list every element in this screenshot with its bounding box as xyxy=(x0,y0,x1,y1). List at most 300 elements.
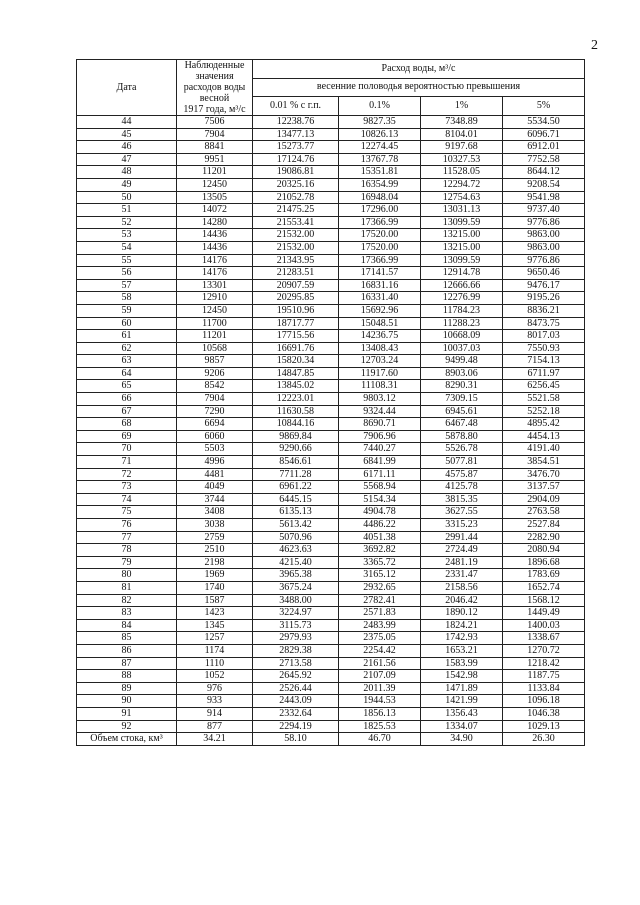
table-cell: 3692.82 xyxy=(339,544,421,557)
table-cell: 3165.12 xyxy=(339,569,421,582)
table-cell: 6060 xyxy=(177,430,253,443)
table-row xyxy=(77,443,585,456)
table-cell: 16831.16 xyxy=(339,279,421,292)
table-cell: 2254.42 xyxy=(339,644,421,657)
table-row xyxy=(77,657,585,670)
table-cell: 7309.15 xyxy=(421,393,503,406)
table-cell: 7506 xyxy=(177,116,253,129)
table-cell: 9290.66 xyxy=(253,443,339,456)
table-cell: 76 xyxy=(77,519,177,532)
table-cell: 5878.80 xyxy=(421,430,503,443)
table-row xyxy=(77,141,585,154)
table-cell: 4051.38 xyxy=(339,531,421,544)
table-cell: 2158.56 xyxy=(421,581,503,594)
table-row xyxy=(77,493,585,506)
table-cell: 11201 xyxy=(177,330,253,343)
table-cell: 4215.40 xyxy=(253,556,339,569)
table-cell: 877 xyxy=(177,720,253,733)
table-cell: 60 xyxy=(77,317,177,330)
table-cell: 1356.43 xyxy=(421,707,503,720)
table-cell: 51 xyxy=(77,204,177,217)
table-cell: 7752.58 xyxy=(503,153,585,166)
table-cell: 65 xyxy=(77,380,177,393)
table-cell: 12450 xyxy=(177,178,253,191)
table-cell: 1449.49 xyxy=(503,607,585,620)
table-cell: 10668.09 xyxy=(421,330,503,343)
table-cell: 5077.81 xyxy=(421,456,503,469)
table-cell: 2375.05 xyxy=(339,632,421,645)
header-p01: 0.1% xyxy=(339,97,421,116)
table-cell: 9206 xyxy=(177,367,253,380)
table-cell: 1652.74 xyxy=(503,581,585,594)
table-row xyxy=(77,116,585,129)
table-cell: 7348.89 xyxy=(421,116,503,129)
table-cell: 5070.96 xyxy=(253,531,339,544)
table-cell: 9863.00 xyxy=(503,241,585,254)
table-row xyxy=(77,292,585,305)
table-cell: 13408.43 xyxy=(339,342,421,355)
table-cell: 4895.42 xyxy=(503,418,585,431)
table-cell: 63 xyxy=(77,355,177,368)
table-cell: 1542.98 xyxy=(421,670,503,683)
table-cell: 87 xyxy=(77,657,177,670)
table-cell: 4623.63 xyxy=(253,544,339,557)
table-cell: 81 xyxy=(77,581,177,594)
table-cell: 8836.21 xyxy=(503,304,585,317)
table-row xyxy=(77,279,585,292)
table-cell: 17520.00 xyxy=(339,229,421,242)
table-cell: 12276.99 xyxy=(421,292,503,305)
table-cell: 9197.68 xyxy=(421,141,503,154)
table-cell: 5568.94 xyxy=(339,481,421,494)
header-p1: 1% xyxy=(421,97,503,116)
table-cell: 88 xyxy=(77,670,177,683)
table-cell: 3675.24 xyxy=(253,581,339,594)
header-observed-line: весной xyxy=(199,93,230,104)
table-cell: 1742.93 xyxy=(421,632,503,645)
table-cell: 2046.42 xyxy=(421,594,503,607)
total-cell: 34.90 xyxy=(421,733,503,746)
table-cell: 1110 xyxy=(177,657,253,670)
table-cell: 85 xyxy=(77,632,177,645)
table-cell: 56 xyxy=(77,267,177,280)
table-cell: 8473.75 xyxy=(503,317,585,330)
table-cell: 2443.09 xyxy=(253,695,339,708)
table-cell: 9324.44 xyxy=(339,405,421,418)
table-cell: 1423 xyxy=(177,607,253,620)
total-cell: 58.10 xyxy=(253,733,339,746)
table-cell: 1740 xyxy=(177,581,253,594)
table-cell: 1587 xyxy=(177,594,253,607)
table-cell: 15351.81 xyxy=(339,166,421,179)
table-cell: 11108.31 xyxy=(339,380,421,393)
table-cell: 14236.75 xyxy=(339,330,421,343)
table-cell: 2991.44 xyxy=(421,531,503,544)
table-cell: 2571.83 xyxy=(339,607,421,620)
table-cell: 4049 xyxy=(177,481,253,494)
table-cell: 12703.24 xyxy=(339,355,421,368)
table-cell: 11201 xyxy=(177,166,253,179)
table-cell: 1969 xyxy=(177,569,253,582)
table-cell: 8104.01 xyxy=(421,128,503,141)
table-row xyxy=(77,430,585,443)
table-row xyxy=(77,241,585,254)
table-cell: 1187.75 xyxy=(503,670,585,683)
table-cell: 14436 xyxy=(177,229,253,242)
table-cell: 14176 xyxy=(177,254,253,267)
table-row xyxy=(77,128,585,141)
table-cell: 3365.72 xyxy=(339,556,421,569)
table-cell: 13767.78 xyxy=(339,153,421,166)
table-cell: 12223.01 xyxy=(253,393,339,406)
table-cell: 933 xyxy=(177,695,253,708)
table-cell: 1944.53 xyxy=(339,695,421,708)
table-row xyxy=(77,695,585,708)
table-cell: 9857 xyxy=(177,355,253,368)
table-cell: 84 xyxy=(77,619,177,632)
table-cell: 21343.95 xyxy=(253,254,339,267)
table-row xyxy=(77,456,585,469)
table-row xyxy=(77,707,585,720)
table-cell: 1783.69 xyxy=(503,569,585,582)
table-row xyxy=(77,267,585,280)
table-cell: 3224.97 xyxy=(253,607,339,620)
table-cell: 6961.22 xyxy=(253,481,339,494)
table-row xyxy=(77,418,585,431)
table-cell: 80 xyxy=(77,569,177,582)
table-cell: 9208.54 xyxy=(503,178,585,191)
table-cell: 47 xyxy=(77,153,177,166)
table-cell: 2645.92 xyxy=(253,670,339,683)
table-row xyxy=(77,304,585,317)
table-cell: 49 xyxy=(77,178,177,191)
table-cell: 6096.71 xyxy=(503,128,585,141)
table-cell: 2527.84 xyxy=(503,519,585,532)
table-cell: 2161.56 xyxy=(339,657,421,670)
table-cell: 6694 xyxy=(177,418,253,431)
table-cell: 15048.51 xyxy=(339,317,421,330)
table-row xyxy=(77,191,585,204)
table-cell: 8841 xyxy=(177,141,253,154)
table-cell: 976 xyxy=(177,682,253,695)
table-cell: 1896.68 xyxy=(503,556,585,569)
table-cell: 1856.13 xyxy=(339,707,421,720)
table-cell: 67 xyxy=(77,405,177,418)
table-cell: 20907.59 xyxy=(253,279,339,292)
table-cell: 92 xyxy=(77,720,177,733)
table-cell: 57 xyxy=(77,279,177,292)
table-cell: 74 xyxy=(77,493,177,506)
table-cell: 4191.40 xyxy=(503,443,585,456)
table-cell: 2713.58 xyxy=(253,657,339,670)
table-cell: 1824.21 xyxy=(421,619,503,632)
table-cell: 1046.38 xyxy=(503,707,585,720)
table-cell: 1825.53 xyxy=(339,720,421,733)
table-cell: 2282.90 xyxy=(503,531,585,544)
total-cell: 34.21 xyxy=(177,733,253,746)
table-cell: 4575.87 xyxy=(421,468,503,481)
table-cell: 4904.78 xyxy=(339,506,421,519)
table-row xyxy=(77,506,585,519)
table-row xyxy=(77,178,585,191)
table-cell: 12238.76 xyxy=(253,116,339,129)
table-cell: 8690.71 xyxy=(339,418,421,431)
table-row xyxy=(77,594,585,607)
table-cell: 1270.72 xyxy=(503,644,585,657)
table-cell: 1400.03 xyxy=(503,619,585,632)
table-cell: 13215.00 xyxy=(421,229,503,242)
table-cell: 13845.02 xyxy=(253,380,339,393)
flow-table xyxy=(76,59,585,746)
table-cell: 21553.41 xyxy=(253,216,339,229)
header-p5: 5% xyxy=(503,97,585,116)
table-cell: 6135.13 xyxy=(253,506,339,519)
table-cell: 19510.96 xyxy=(253,304,339,317)
table-cell: 914 xyxy=(177,707,253,720)
table-cell: 6445.15 xyxy=(253,493,339,506)
table-cell: 8903.06 xyxy=(421,367,503,380)
table-cell: 69 xyxy=(77,430,177,443)
header-observed-line: Наблюденные xyxy=(184,60,245,71)
table-cell: 1421.99 xyxy=(421,695,503,708)
table-cell: 2932.65 xyxy=(339,581,421,594)
table-cell: 50 xyxy=(77,191,177,204)
table-cell: 79 xyxy=(77,556,177,569)
table-cell: 2198 xyxy=(177,556,253,569)
table-cell: 86 xyxy=(77,644,177,657)
table-cell: 21475.25 xyxy=(253,204,339,217)
table-cell: 15273.77 xyxy=(253,141,339,154)
table-cell: 1345 xyxy=(177,619,253,632)
table-cell: 68 xyxy=(77,418,177,431)
header-date: Дата xyxy=(77,60,177,116)
table-cell: 77 xyxy=(77,531,177,544)
table-cell: 1052 xyxy=(177,670,253,683)
table-cell: 19086.81 xyxy=(253,166,339,179)
table-cell: 7904 xyxy=(177,128,253,141)
table-cell: 16691.76 xyxy=(253,342,339,355)
table-cell: 5526.78 xyxy=(421,443,503,456)
header-flow-title: Расход воды, м³/с xyxy=(253,60,585,79)
table-row xyxy=(77,468,585,481)
table-cell: 2294.19 xyxy=(253,720,339,733)
table-cell: 17715.56 xyxy=(253,330,339,343)
table-row xyxy=(77,644,585,657)
table-cell: 73 xyxy=(77,481,177,494)
table-cell: 12754.63 xyxy=(421,191,503,204)
table-cell: 8644.12 xyxy=(503,166,585,179)
table-cell: 7711.28 xyxy=(253,468,339,481)
table-cell: 11630.58 xyxy=(253,405,339,418)
table-cell: 53 xyxy=(77,229,177,242)
table-cell: 2510 xyxy=(177,544,253,557)
table-cell: 5154.34 xyxy=(339,493,421,506)
table-cell: 6171.11 xyxy=(339,468,421,481)
table-row xyxy=(77,153,585,166)
table-cell: 3744 xyxy=(177,493,253,506)
table-cell: 2904.09 xyxy=(503,493,585,506)
table-cell: 12294.72 xyxy=(421,178,503,191)
table-cell: 6256.45 xyxy=(503,380,585,393)
table-cell: 10844.16 xyxy=(253,418,339,431)
table-cell: 16948.04 xyxy=(339,191,421,204)
table-cell: 20325.16 xyxy=(253,178,339,191)
table-cell: 78 xyxy=(77,544,177,557)
table-cell: 5613.42 xyxy=(253,519,339,532)
table-cell: 61 xyxy=(77,330,177,343)
table-cell: 14847.85 xyxy=(253,367,339,380)
table-cell: 3854.51 xyxy=(503,456,585,469)
table-cell: 12450 xyxy=(177,304,253,317)
table-row xyxy=(77,204,585,217)
table-cell: 2829.38 xyxy=(253,644,339,657)
table-cell: 10037.03 xyxy=(421,342,503,355)
table-row xyxy=(77,229,585,242)
table-row xyxy=(77,556,585,569)
table-cell: 12910 xyxy=(177,292,253,305)
table-cell: 91 xyxy=(77,707,177,720)
table-cell: 7440.27 xyxy=(339,443,421,456)
table-cell: 6467.48 xyxy=(421,418,503,431)
table-cell: 66 xyxy=(77,393,177,406)
table-cell: 9827.35 xyxy=(339,116,421,129)
table-cell: 2526.44 xyxy=(253,682,339,695)
table-cell: 5252.18 xyxy=(503,405,585,418)
table-cell: 2481.19 xyxy=(421,556,503,569)
table-cell: 6945.61 xyxy=(421,405,503,418)
table-cell: 75 xyxy=(77,506,177,519)
header-observed-line: 1917 года, м³/с xyxy=(183,104,246,115)
table-cell: 90 xyxy=(77,695,177,708)
table-row xyxy=(77,632,585,645)
table-cell: 55 xyxy=(77,254,177,267)
table-cell: 4481 xyxy=(177,468,253,481)
table-cell: 3137.57 xyxy=(503,481,585,494)
table-cell: 7904 xyxy=(177,393,253,406)
table-cell: 14072 xyxy=(177,204,253,217)
table-cell: 2724.49 xyxy=(421,544,503,557)
table-cell: 15692.96 xyxy=(339,304,421,317)
header-observed xyxy=(177,60,253,116)
header-flow-subtitle: весенние половодья вероятностью превышения xyxy=(253,78,585,97)
table-cell: 9863.00 xyxy=(503,229,585,242)
table-row xyxy=(77,216,585,229)
table-cell: 44 xyxy=(77,116,177,129)
table-cell: 4454.13 xyxy=(503,430,585,443)
table-cell: 2011.39 xyxy=(339,682,421,695)
table-cell: 2080.94 xyxy=(503,544,585,557)
header-observed-line: значения xyxy=(195,71,234,82)
table-cell: 64 xyxy=(77,367,177,380)
table-cell: 13505 xyxy=(177,191,253,204)
table-cell: 45 xyxy=(77,128,177,141)
table-cell: 9776.86 xyxy=(503,254,585,267)
table-cell: 17124.76 xyxy=(253,153,339,166)
table-row xyxy=(77,166,585,179)
table-cell: 13031.13 xyxy=(421,204,503,217)
table-row xyxy=(77,380,585,393)
table-cell: 18717.77 xyxy=(253,317,339,330)
table-row xyxy=(77,569,585,582)
table-cell: 9476.17 xyxy=(503,279,585,292)
table-cell: 8542 xyxy=(177,380,253,393)
table-cell: 9869.84 xyxy=(253,430,339,443)
table-cell: 3627.55 xyxy=(421,506,503,519)
table-cell: 2979.93 xyxy=(253,632,339,645)
table-cell: 3038 xyxy=(177,519,253,532)
table-cell: 9650.46 xyxy=(503,267,585,280)
table-cell: 11784.23 xyxy=(421,304,503,317)
table-cell: 1568.12 xyxy=(503,594,585,607)
total-row xyxy=(77,733,585,746)
table-row xyxy=(77,405,585,418)
table-cell: 83 xyxy=(77,607,177,620)
table-cell: 58 xyxy=(77,292,177,305)
table-cell: 9776.86 xyxy=(503,216,585,229)
table-cell: 1218.42 xyxy=(503,657,585,670)
table-cell: 8546.61 xyxy=(253,456,339,469)
table-row xyxy=(77,393,585,406)
table-row xyxy=(77,682,585,695)
table-row xyxy=(77,720,585,733)
table-cell: 6841.99 xyxy=(339,456,421,469)
table-cell: 13099.59 xyxy=(421,254,503,267)
table-cell: 11528.05 xyxy=(421,166,503,179)
table-cell: 3315.23 xyxy=(421,519,503,532)
table-cell: 10568 xyxy=(177,342,253,355)
table-cell: 1471.89 xyxy=(421,682,503,695)
table-cell: 9499.48 xyxy=(421,355,503,368)
table-row xyxy=(77,607,585,620)
table-cell: 3965.38 xyxy=(253,569,339,582)
table-cell: 7906.96 xyxy=(339,430,421,443)
header-observed-line: расходов воды xyxy=(183,82,246,93)
table-cell: 2759 xyxy=(177,531,253,544)
table-cell: 2332.64 xyxy=(253,707,339,720)
table-cell: 20295.85 xyxy=(253,292,339,305)
table-cell: 1583.99 xyxy=(421,657,503,670)
table-cell: 3408 xyxy=(177,506,253,519)
table-row xyxy=(77,330,585,343)
table-cell: 11917.60 xyxy=(339,367,421,380)
table-cell: 1653.21 xyxy=(421,644,503,657)
table-cell: 9951 xyxy=(177,153,253,166)
table-row xyxy=(77,619,585,632)
table-cell: 3815.35 xyxy=(421,493,503,506)
table-cell: 1029.13 xyxy=(503,720,585,733)
table-row xyxy=(77,519,585,532)
table-cell: 2763.58 xyxy=(503,506,585,519)
table-cell: 16331.40 xyxy=(339,292,421,305)
table-cell: 16354.99 xyxy=(339,178,421,191)
table-cell: 1890.12 xyxy=(421,607,503,620)
table-cell: 46 xyxy=(77,141,177,154)
table-row xyxy=(77,670,585,683)
table-cell: 13215.00 xyxy=(421,241,503,254)
header-p001: 0.01 % с г.п. xyxy=(253,97,339,116)
table-cell: 17141.57 xyxy=(339,267,421,280)
table-row xyxy=(77,367,585,380)
table-cell: 48 xyxy=(77,166,177,179)
table-row xyxy=(77,317,585,330)
table-cell: 1257 xyxy=(177,632,253,645)
table-cell: 54 xyxy=(77,241,177,254)
table-cell: 13477.13 xyxy=(253,128,339,141)
table-cell: 11288.23 xyxy=(421,317,503,330)
table-cell: 3476.70 xyxy=(503,468,585,481)
table-row xyxy=(77,531,585,544)
table-cell: 13099.59 xyxy=(421,216,503,229)
